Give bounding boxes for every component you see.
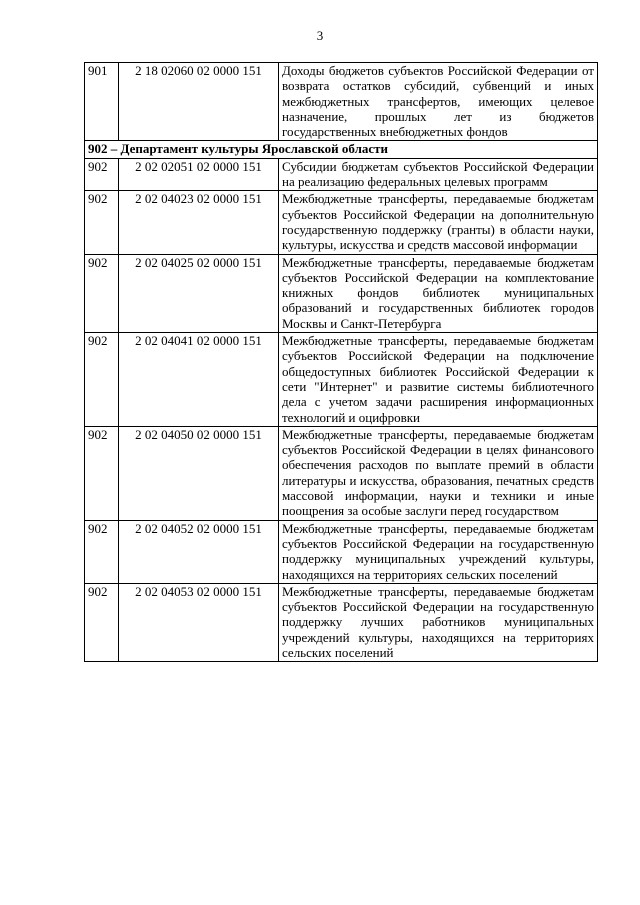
table-row: [85, 333, 598, 427]
budget-code-cell: 2 02 04053 02 0000 151: [119, 583, 279, 661]
table-row: [85, 520, 598, 583]
admin-code-cell: 902: [85, 191, 119, 254]
department-header-row: [85, 141, 598, 158]
description-cell: Межбюджетные трансферты, передаваемые бюджетам субъектов Российской Федерации в целях финансового обеспечения расходов по выплате премий в области литературы и искусства, образования, печатных средств массовой информации, науки и техники и иные поощрения за особые заслуги перед государством: [279, 426, 598, 520]
admin-code-cell: 902: [85, 333, 119, 427]
admin-code-cell: 902: [85, 520, 119, 583]
table-row: [85, 426, 598, 520]
description-cell: Межбюджетные трансферты, передаваемые бюджетам субъектов Российской Федерации на комплектование книжных фондов библиотек муниципальных образований и государственных библиотек городов Москвы и Санкт-Петербурга: [279, 254, 598, 332]
budget-code-cell: 2 02 04023 02 0000 151: [119, 191, 279, 254]
revenue-codes-table: [84, 62, 598, 662]
description-cell: Межбюджетные трансферты, передаваемые бюджетам субъектов Российской Федерации на государственную поддержку лучших работников муниципальных учреждений культуры, находящихся на территориях сельских поселений: [279, 583, 598, 661]
department-header: 902 – Департамент культуры Ярославской области: [85, 141, 598, 158]
description-cell: Межбюджетные трансферты, передаваемые бюджетам субъектов Российской Федерации на государственную поддержку муниципальных учреждений культуры, находящихся на территориях сельских поселений: [279, 520, 598, 583]
table-row: [85, 63, 598, 141]
budget-code-cell: 2 18 02060 02 0000 151: [119, 63, 279, 141]
table-row: [85, 191, 598, 254]
budget-code-cell: 2 02 02051 02 0000 151: [119, 158, 279, 191]
table-row: [85, 583, 598, 661]
admin-code-cell: 901: [85, 63, 119, 141]
budget-code-cell: 2 02 04050 02 0000 151: [119, 426, 279, 520]
table-row: [85, 254, 598, 332]
description-cell: Доходы бюджетов субъектов Российской Федерации от возврата остатков субсидий, субвенций и иных межбюджетных трансфертов, имеющих целевое назначение, прошлых лет из бюджетов государственных внебюджетных фондов: [279, 63, 598, 141]
budget-code-cell: 2 02 04025 02 0000 151: [119, 254, 279, 332]
budget-code-cell: 2 02 04052 02 0000 151: [119, 520, 279, 583]
admin-code-cell: 902: [85, 583, 119, 661]
description-cell: Субсидии бюджетам субъектов Российской Федерации на реализацию федеральных целевых программ: [279, 158, 598, 191]
admin-code-cell: 902: [85, 254, 119, 332]
description-cell: Межбюджетные трансферты, передаваемые бюджетам субъектов Российской Федерации на дополнительную государственную поддержку (гранты) в области науки, культуры, искусства и средств массовой информации: [279, 191, 598, 254]
budget-code-cell: 2 02 04041 02 0000 151: [119, 333, 279, 427]
table-row: [85, 158, 598, 191]
page-number: 3: [316, 28, 324, 43]
admin-code-cell: 902: [85, 158, 119, 191]
description-cell: Межбюджетные трансферты, передаваемые бюджетам субъектов Российской Федерации на подключение общедоступных библиотек Российской Федерации к сети "Интернет" и развитие системы библиотечного дела с учетом задачи расширения информационных технологий и оцифровки: [279, 333, 598, 427]
admin-code-cell: 902: [85, 426, 119, 520]
